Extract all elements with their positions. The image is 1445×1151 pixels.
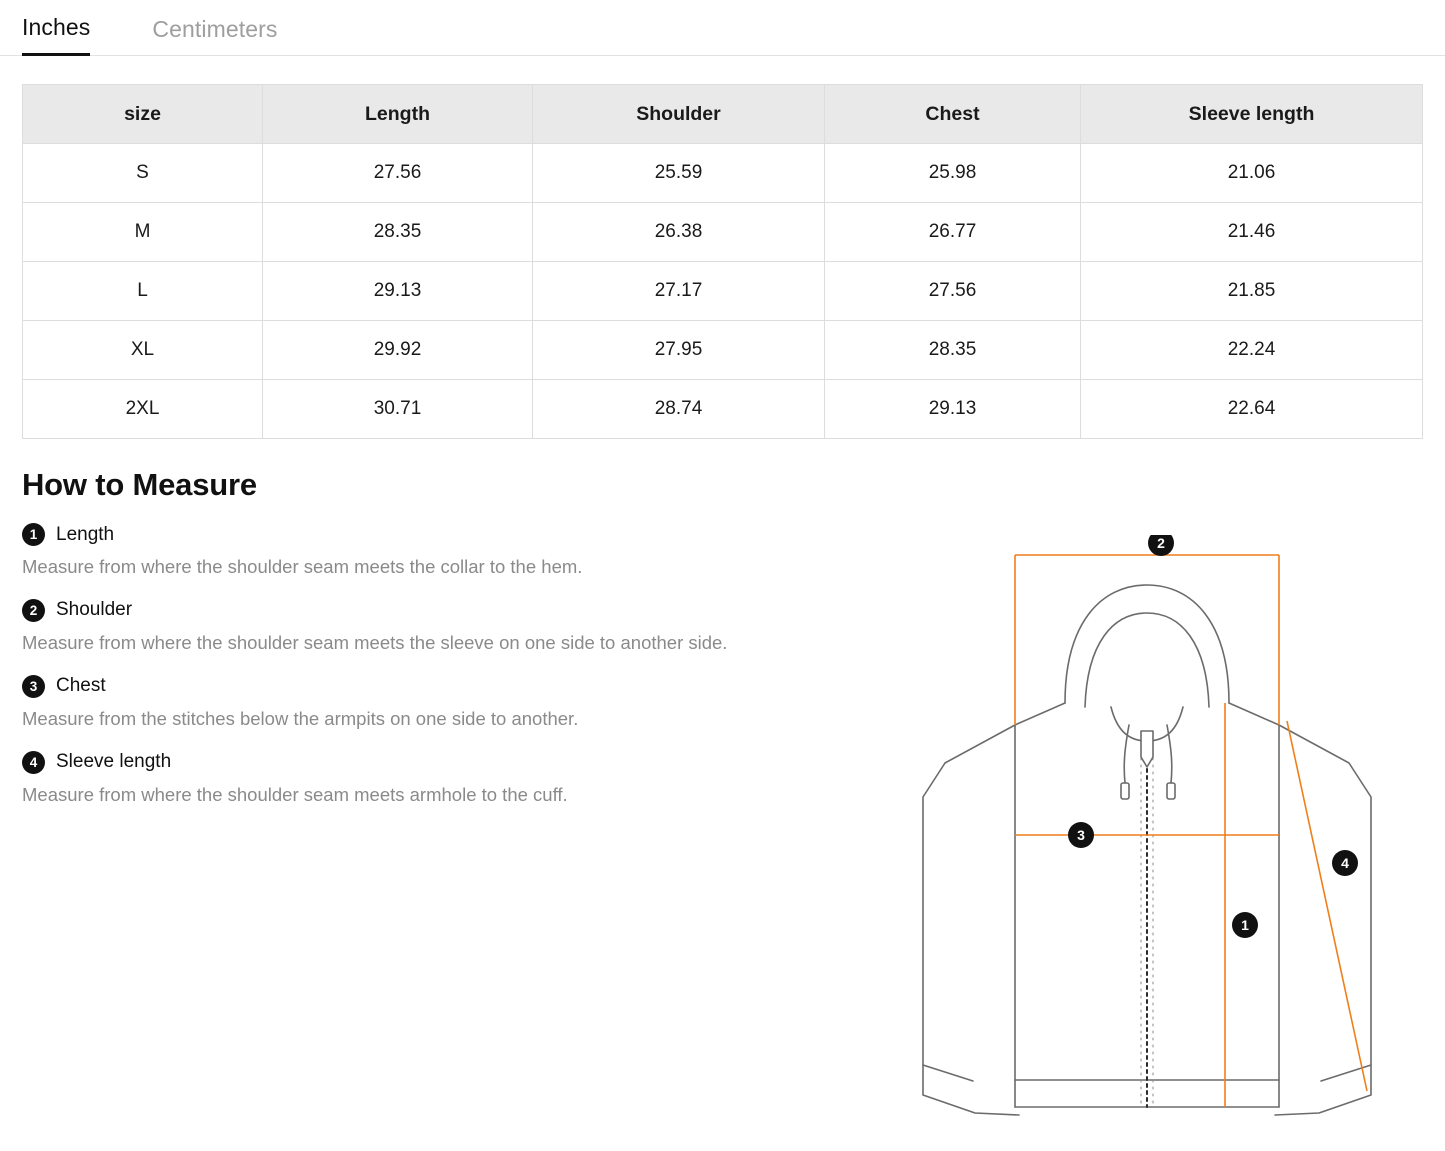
measure-item-description: Measure from where the shoulder seam meets the collar to the hem. — [22, 556, 583, 577]
cell-length: 27.56 — [263, 144, 533, 203]
cell-length: 28.35 — [263, 203, 533, 262]
column-header-sleeve-length: Sleeve length — [1081, 85, 1423, 144]
table-row — [23, 380, 1423, 439]
cell-sleeve-length: 22.64 — [1081, 380, 1423, 439]
measure-item-heading — [22, 751, 982, 774]
number-badge-4-icon: 4 — [22, 751, 45, 774]
table-header-row — [23, 85, 1423, 144]
diagram-marker-4: 4 — [1341, 855, 1349, 871]
measure-instruction-list — [22, 523, 982, 808]
table-row — [23, 321, 1423, 380]
unit-tabs — [0, 0, 1445, 56]
measure-item-shoulder — [22, 599, 982, 656]
cell-chest: 29.13 — [825, 380, 1081, 439]
measure-item-name: Sleeve length — [56, 751, 172, 773]
cell-size: S — [23, 144, 263, 203]
cell-size: 2XL — [23, 380, 263, 439]
cell-sleeve-length: 21.06 — [1081, 144, 1423, 203]
measure-item-name: Length — [56, 523, 115, 545]
table-row — [23, 144, 1423, 203]
number-badge-3-icon: 3 — [22, 675, 45, 698]
cell-shoulder: 26.38 — [533, 203, 825, 262]
measure-item-heading — [22, 599, 982, 622]
measure-item-chest — [22, 675, 982, 732]
measure-item-sleeve-length — [22, 751, 982, 808]
table-row — [23, 203, 1423, 262]
tab-centimeters[interactable]: Centimeters — [152, 16, 278, 42]
measure-item-heading — [22, 523, 982, 546]
cell-length: 29.13 — [263, 262, 533, 321]
hoodie-diagram — [915, 535, 1435, 1145]
cell-length: 29.92 — [263, 321, 533, 380]
table-row — [23, 262, 1423, 321]
column-header-chest: Chest — [825, 85, 1081, 144]
measure-item-name: Chest — [56, 675, 106, 697]
cell-sleeve-length: 22.24 — [1081, 321, 1423, 380]
column-header-shoulder: Shoulder — [533, 85, 825, 144]
measure-item-name: Shoulder — [56, 599, 133, 621]
cell-size: M — [23, 203, 263, 262]
cell-sleeve-length: 21.46 — [1081, 203, 1423, 262]
size-table-wrap — [0, 56, 1445, 439]
number-badge-1-icon: 1 — [22, 523, 45, 546]
measure-item-description: Measure from where the shoulder seam meets the sleeve on one side to another side. — [22, 631, 728, 653]
cell-shoulder: 28.74 — [533, 380, 825, 439]
cell-chest: 25.98 — [825, 144, 1081, 203]
column-header-length: Length — [263, 85, 533, 144]
diagram-marker-2: 2 — [1157, 535, 1165, 551]
measure-item-description: Measure from where the shoulder seam meets armhole to the cuff. — [22, 783, 568, 805]
diagram-marker-1: 1 — [1241, 917, 1249, 933]
cell-chest: 28.35 — [825, 321, 1081, 380]
tab-inches[interactable]: Inches — [22, 16, 90, 56]
cell-size: L — [23, 262, 263, 321]
diagram-marker-3: 3 — [1077, 827, 1085, 843]
number-badge-2-icon: 2 — [22, 599, 45, 622]
cell-shoulder: 27.95 — [533, 321, 825, 380]
column-header-size: size — [23, 85, 263, 144]
cell-chest: 26.77 — [825, 203, 1081, 262]
measure-item-length — [22, 523, 982, 580]
cell-length: 30.71 — [263, 380, 533, 439]
cell-size: XL — [23, 321, 263, 380]
size-table — [22, 84, 1423, 439]
measure-item-heading — [22, 675, 982, 698]
cell-shoulder: 27.17 — [533, 262, 825, 321]
cell-sleeve-length: 21.85 — [1081, 262, 1423, 321]
measure-item-description: Measure from the stitches below the armpits on one side to another. — [22, 707, 579, 729]
page-title: How to Measure — [22, 467, 257, 502]
cell-shoulder: 25.59 — [533, 144, 825, 203]
cell-chest: 27.56 — [825, 262, 1081, 321]
